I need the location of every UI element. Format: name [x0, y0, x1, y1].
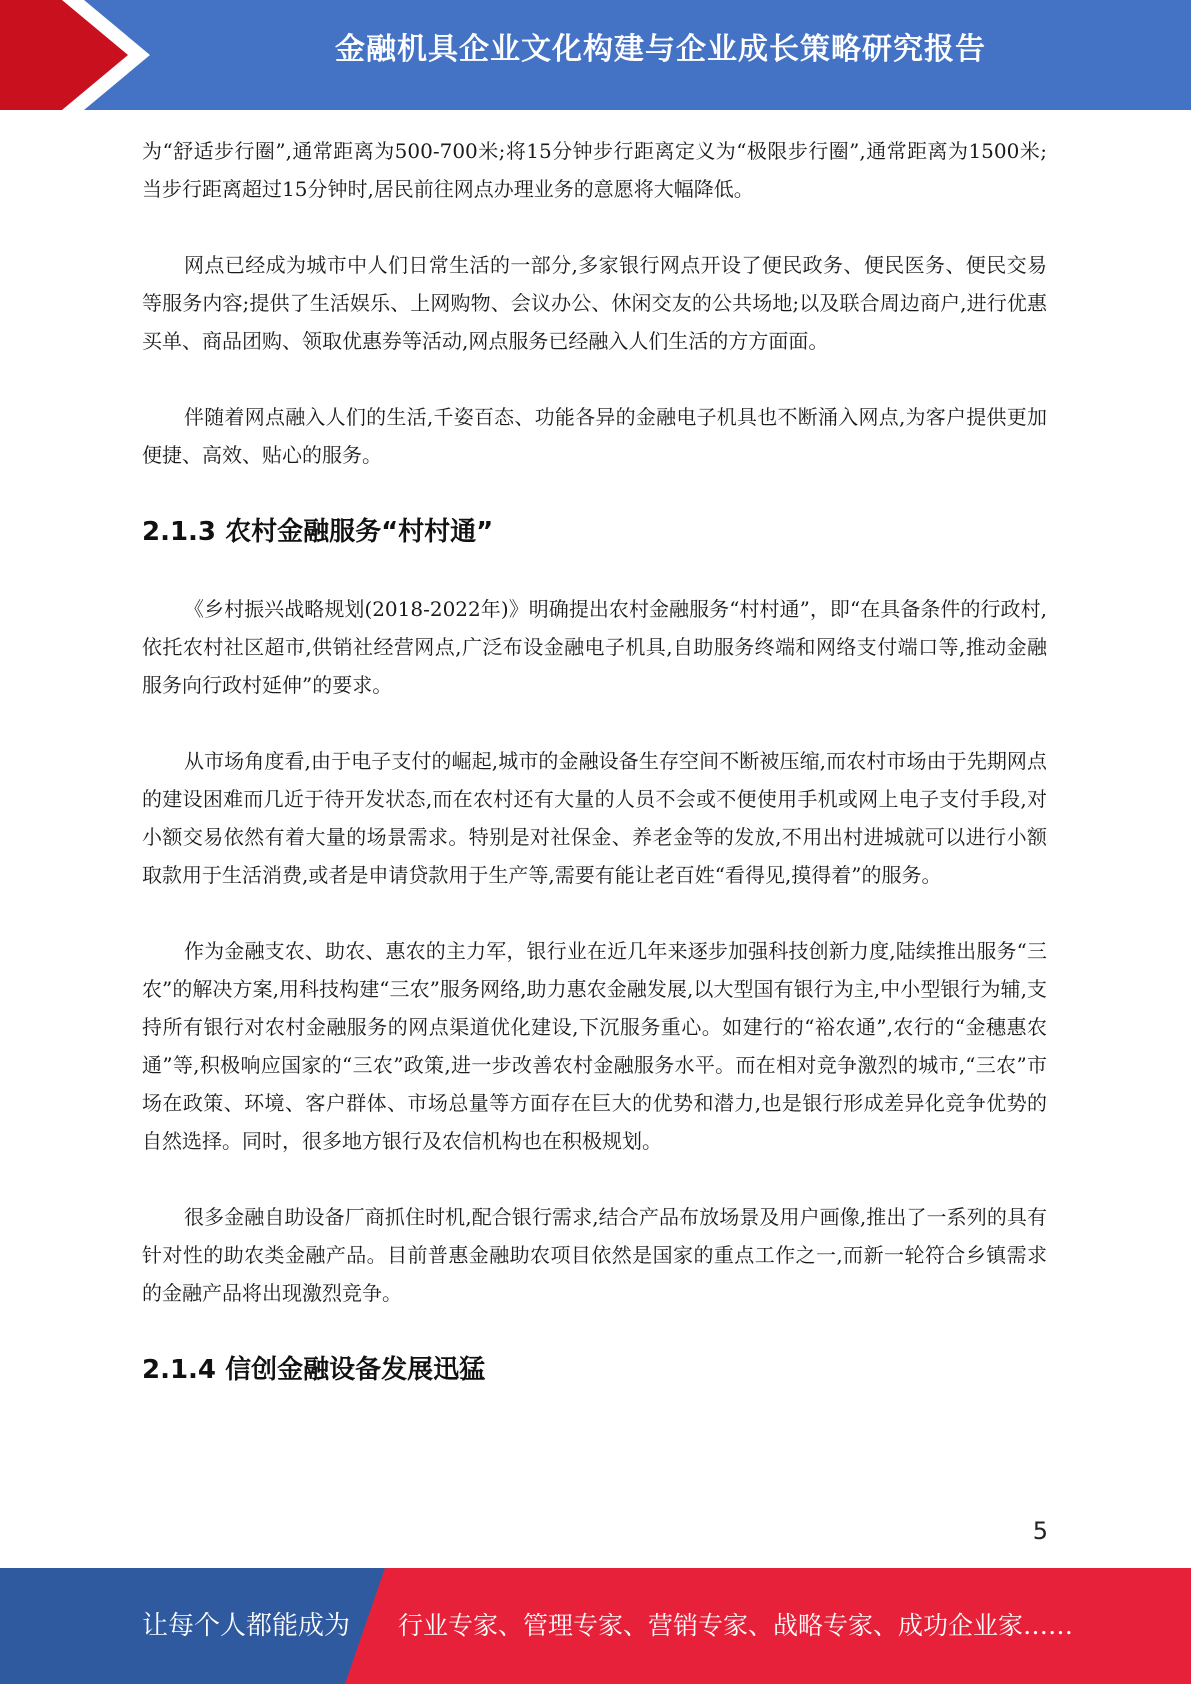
footer-slogan-left: 让每个人都能成为: [142, 1611, 351, 1641]
paragraph: 作为金融支农、助农、惠农的主力军，银行业在近几年来逐步加强科技创新力度,陆续推出服务“三农”的解决方案,用科技构建“三农”服务网络,助力惠农金融发展,以大型国有银行为主,中小型银行为辅,支持所有银行对农村金融服务的网点渠道优化建设,下沉服务重心。如建行的“裕农通”,农行的“金穗惠农通”等,积极响应国家的“三农”政策,进一步改善农村金融服务水平。而在相对竞争激烈的城市,“三农”市场在政策、环境、客户群体、市场总量等方面存在巨大的优势和潜力,也是银行形成差异化竞争优势的自然选择。同时，很多地方银行及农信机构也在积极规划。: [142, 939, 1047, 1153]
page-footer: [0, 1568, 1191, 1684]
paragraph: 《乡村振兴战略规划(2018-2022年)》明确提出农村金融服务“村村通”，即“在具备条件的行政村,依托农村社区超市,供销社经营网点,广泛布设金融电子机具,自助服务终端和网络支付端口等,推动金融服务向行政村延伸”的要求。: [142, 597, 1047, 697]
paragraph: 从市场角度看,由于电子支付的崛起,城市的金融设备生存空间不断被压缩,而农村市场由于先期网点的建设困难而几近于待开发状态,而在农村还有大量的人员不会或不便使用手机或网上电子支付手段,对小额交易依然有着大量的场景需求。特别是对社保金、养老金等的发放,不用出村进城就可以进行小额取款用于生活消费,或者是申请贷款用于生产等,需要有能让老百姓“看得见,摸得着”的服务。: [142, 749, 1047, 887]
paragraph: 很多金融自助设备厂商抓住时机,配合银行需求,结合产品布放场景及用户画像,推出了一系列的具有针对性的助农类金融产品。目前普惠金融助农项目依然是国家的重点工作之一,而新一轮符合乡镇需求的金融产品将出现激烈竞争。: [142, 1205, 1047, 1305]
section-heading: 2.1.3 农村金融服务“村村通”: [142, 517, 494, 547]
page-number: 5: [1032, 1517, 1048, 1545]
header-title: 金融机具企业文化构建与企业成长策略研究报告: [335, 32, 986, 67]
paragraph: 伴随着网点融入人们的生活,千姿百态、功能各异的金融电子机具也不断涌入网点,为客户提供更加便捷、高效、贴心的服务。: [142, 405, 1047, 467]
paragraph: 网点已经成为城市中人们日常生活的一部分,多家银行网点开设了便民政务、便民医务、便民交易等服务内容;提供了生活娱乐、上网购物、会议办公、休闲交友的公共场地;以及联合周边商户,进行优惠买单、商品团购、领取优惠券等活动,网点服务已经融入人们生活的方方面面。: [142, 253, 1047, 353]
page-header: [0, 0, 1191, 110]
footer-slogan-right: 行业专家、管理专家、营销专家、战略专家、成功企业家……: [398, 1611, 1074, 1640]
section-heading: 2.1.4 信创金融设备发展迅猛: [142, 1355, 486, 1385]
document-body: [142, 132, 1047, 1428]
paragraph: 为“舒适步行圈”,通常距离为500-700米;将15分钟步行距离定义为“极限步行圈”,通常距离为1500米;当步行距离超过15分钟时,居民前往网点办理业务的意愿将大幅降低。: [142, 139, 1047, 201]
